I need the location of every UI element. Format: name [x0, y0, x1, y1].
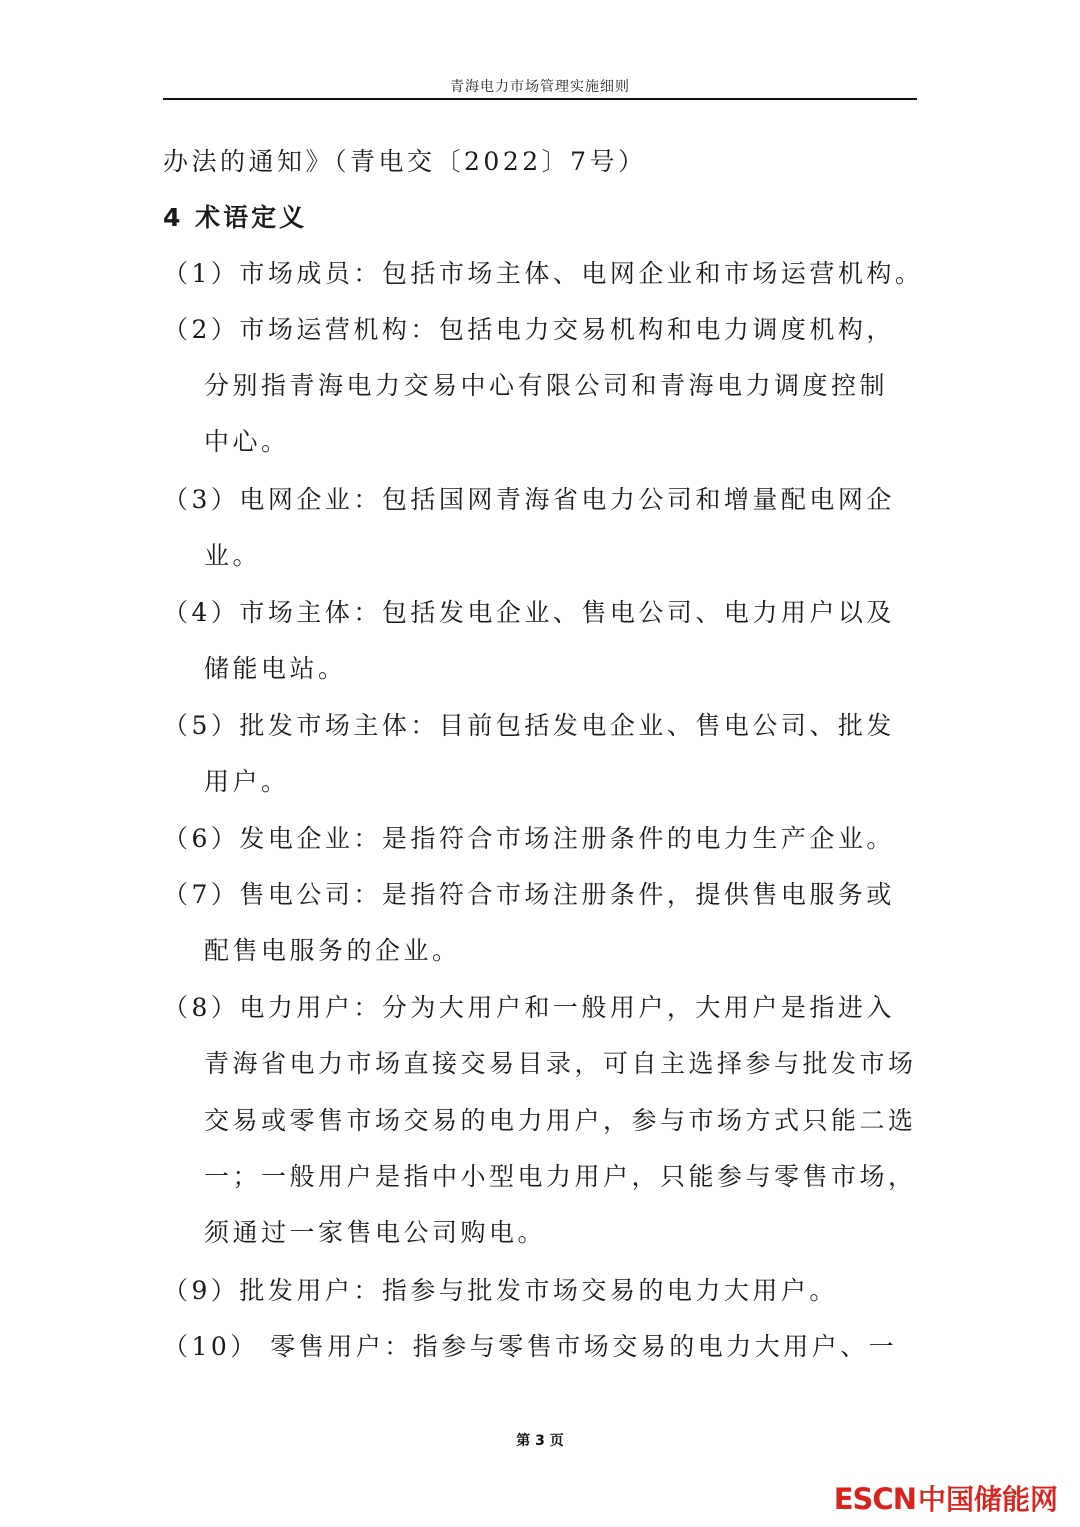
definition-2-cont-2: 中心。: [204, 427, 290, 456]
definition-4-cont: 储能电站。: [204, 654, 347, 683]
page-number: 第 3 页: [516, 1433, 564, 1449]
definition-8-cont-4: 须通过一家售电公司购电。: [204, 1218, 547, 1247]
definition-2-cont-1: 分别指青海电力交易中心有限公司和青海电力调度控制: [204, 371, 889, 400]
section-heading-terms: 4 术语定义: [163, 203, 308, 232]
definition-10: （10） 零售用户：指参与零售市场交易的电力大用户、一: [163, 1332, 898, 1361]
watermark-text: 中国储能网: [917, 1483, 1058, 1516]
definition-8-cont-3: 一；一般用户是指中小型电力用户，只能参与零售市场，: [204, 1162, 917, 1191]
running-header: 青海电力市场管理实施细则: [450, 79, 630, 95]
definition-1: （1）市场成员：包括市场主体、电网企业和市场运营机构。: [163, 259, 924, 288]
watermark-latin: ESCN: [833, 1482, 916, 1516]
definition-4: （4）市场主体：包括发电企业、售电公司、电力用户以及: [163, 598, 895, 627]
definition-3: （3）电网企业：包括国网青海省电力公司和增量配电网企: [163, 485, 895, 514]
definition-8-cont-2: 交易或零售市场交易的电力用户，参与市场方式只能二选: [204, 1106, 917, 1135]
definition-3-cont: 业。: [204, 541, 262, 570]
definition-5-cont: 用户。: [204, 767, 290, 796]
definition-6: （6）发电企业：是指符合市场注册条件的电力生产企业。: [163, 824, 895, 853]
definition-8-cont-1: 青海省电力市场直接交易目录，可自主选择参与批发市场: [204, 1049, 917, 1078]
body-line-continuation: 办法的通知》（青电交〔2022〕7号）: [163, 147, 647, 176]
definition-2: （2）市场运营机构：包括电力交易机构和电力调度机构，: [163, 315, 895, 344]
definition-8: （8）电力用户：分为大用户和一般用户，大用户是指进入: [163, 993, 895, 1022]
escn-watermark-logo: [834, 1478, 1058, 1518]
definition-7: （7）售电公司：是指符合市场注册条件，提供售电服务或: [163, 880, 895, 909]
definition-7-cont: 配售电服务的企业。: [204, 936, 461, 965]
definition-9: （9）批发用户：指参与批发市场交易的电力大用户。: [163, 1276, 838, 1305]
definition-5: （5）批发市场主体：目前包括发电企业、售电公司、批发: [163, 711, 895, 740]
